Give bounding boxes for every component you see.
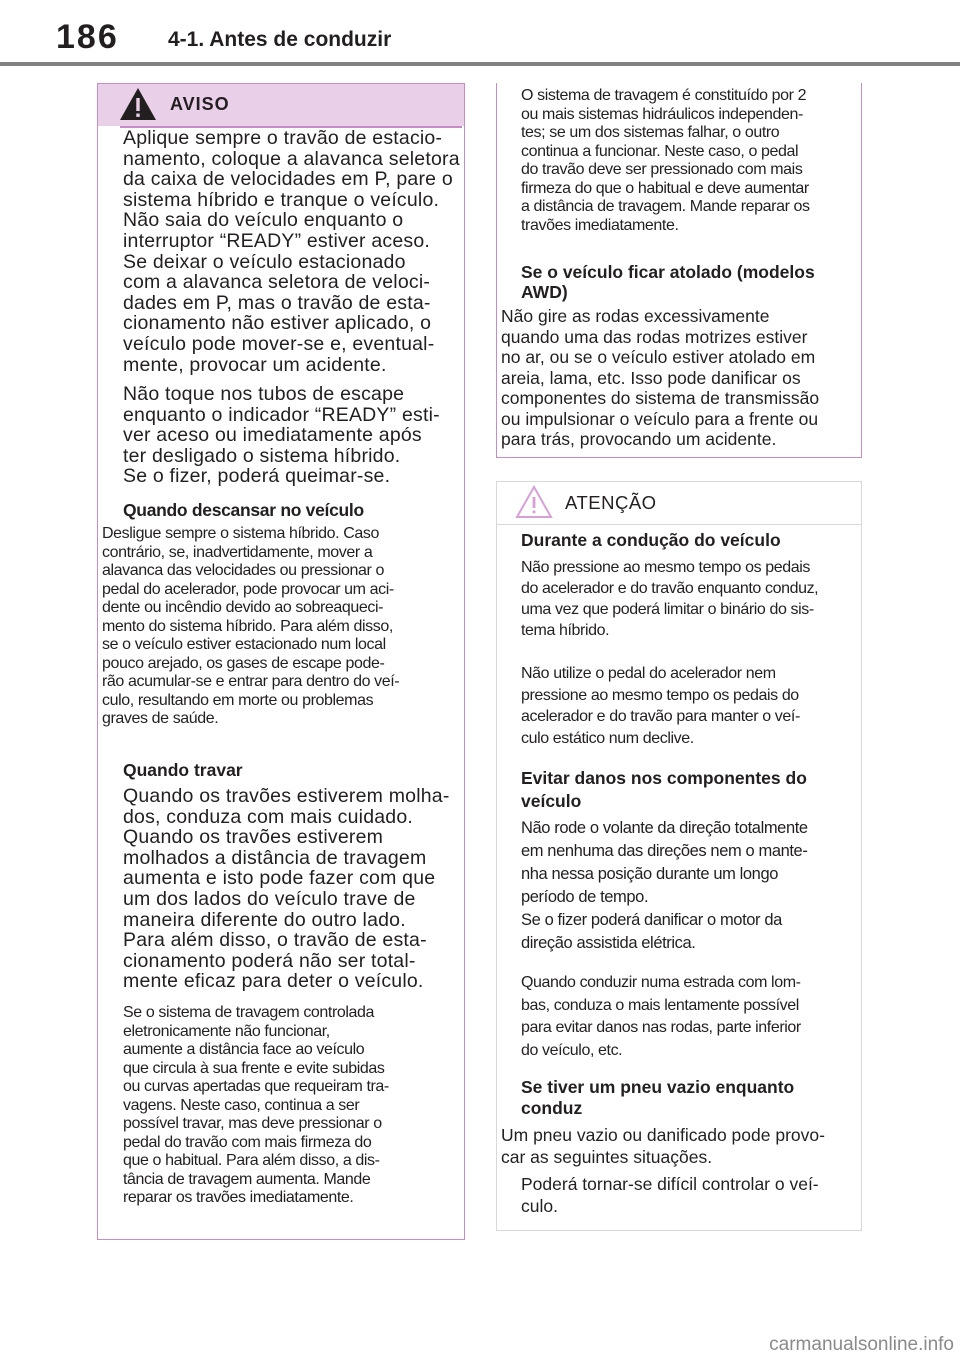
attention-header-rule (497, 524, 861, 525)
attention-paragraph-4: Quando conduzir numa estrada com lom- bas, conduza o mais lentamente possível para evitar danos nas rodas, parte inferior do veículo, etc. (521, 974, 801, 1059)
attention-paragraph-1: Não pressione ao mesmo tempo os pedais do acelerador e do travão enquanto conduz, uma vez que poderá limitar o binário do sis- tema híbrido. (521, 559, 819, 639)
warning-heading-braking: Quando travar (123, 760, 243, 780)
warning-paragraph-2: Não toque nos tubos de escape enquanto o indicador “READY” esti- ver aceso ou imediatamente após ter desligado o sistema híbrido. Se o fizer, poderá queimar-se. (123, 383, 440, 488)
continuation-heading-stuck: Se o veículo ficar atolado (modelos AWD) (521, 262, 815, 302)
attention-paragraph-6: Poderá tornar-se difícil controlar o veí- culo. (521, 1174, 819, 1216)
continuation-paragraph-1: O sistema de travagem é constituído por 2 ou mais sistemas hidráulicos independen- tes; se um dos sistemas falhar, o outro continua a funcionar. Neste caso, o pedal do travão deve ser pressionado com mais firmeza do que o habitual e deve aumentar a distância de travagem. Mande reparar os travões imediatamente. (521, 87, 810, 234)
warning-paragraph-5: Se o sistema de travagem controlada eletronicamente não funcionar, aumente a distância face ao veículo que circula à sua frente e evite subidas ou curvas apertadas que requeiram tra- vagens. Neste caso, continua a ser possível travar, mas deve pressionar o pedal do travão com mais firmeza do que o habitual. Para além disso, a dis- tância de travagem aumenta. Mande reparar os travões imediatamente. (123, 1004, 389, 1206)
warning-paragraph-4: Quando os travões estiverem molha- dos, conduza com mais cuidado. Quando os travões estiverem molhados a distância de travagem aumenta e isto pode fazer com que um dos lados do veículo trave de maneira diferente do outro lado. Para além disso, o travão de esta- cionamento poderá não ser total- mente eficaz para deter o veículo. (123, 785, 450, 993)
page-number: 186 (56, 18, 119, 56)
attention-triangle-icon (515, 484, 553, 520)
attention-heading-damage: Evitar danos nos componentes do veículo (521, 768, 807, 811)
warning-title: AVISO (170, 94, 230, 114)
warning-paragraph-1: Aplique sempre o travão de estacio- namento, coloque a alavanca seletora da caixa de velocidades em P, pare o sistema híbrido e tranque o veículo. Não saia do veículo enquanto o interruptor “READY” estiver aceso. Se deixar o veículo estacionado com a alavanca seletora de veloci- dades em P, mas o travão de esta- cionamento não estiver aplicado, o veículo pode mover-se e, eventual- mente, provocar um acidente. (123, 127, 460, 376)
warning-heading-resting: Quando descansar no veículo (123, 500, 364, 520)
attention-heading-flat-tire: Se tiver um pneu vazio enquanto conduz (521, 1077, 795, 1118)
section-title: 4-1. Antes de conduzir (168, 28, 392, 51)
attention-paragraph-3: Não rode o volante da direção totalmente em nenhuma das direções nem o mante- nha nessa posição durante um longo período de tempo. Se o fizer poderá danificar o motor da direção assistida elétrica. (521, 819, 808, 952)
attention-paragraph-5: Um pneu vazio ou danificado pode provo- car as seguintes situações. (501, 1125, 825, 1167)
footer-watermark: carmanualsonline.info (769, 1334, 954, 1355)
continuation-paragraph-2: Não gire as rodas excessivamente quando uma das rodas motrizes estiver no ar, ou se o veículo estiver atolado em areia, lama, etc. Isso pode danificar os componentes do sistema de transmissão ou impulsionar o veículo para a frente ou para trás, provocando um acidente. (501, 306, 820, 449)
attention-title: ATENÇÃO (565, 492, 657, 513)
header-rule (0, 62, 960, 66)
warning-paragraph-3: Desligue sempre o sistema híbrido. Caso contrário, se, inadvertidamente, mover a alavanca das velocidades ou pressionar o pedal do acelerador, pode provocar um aci- dente ou incêndio devido ao sobreaqueci- mento do sistema híbrido. Para além disso, se o veículo estiver estacionado num local pouco arejado, os gases de escape pode- rão acumular-se e entrar para dentro do veí- culo, resultando em morte ou problemas graves de saúde. (102, 525, 400, 727)
page-header (0, 0, 960, 70)
attention-heading-driving: Durante a condução do veículo (521, 530, 781, 550)
attention-paragraph-2: Não utilize o pedal do acelerador nem pressione ao mesmo tempo os pedais do acelerador e do travão para manter o veí- culo estático num declive. (521, 665, 800, 747)
warning-triangle-icon (118, 86, 158, 122)
